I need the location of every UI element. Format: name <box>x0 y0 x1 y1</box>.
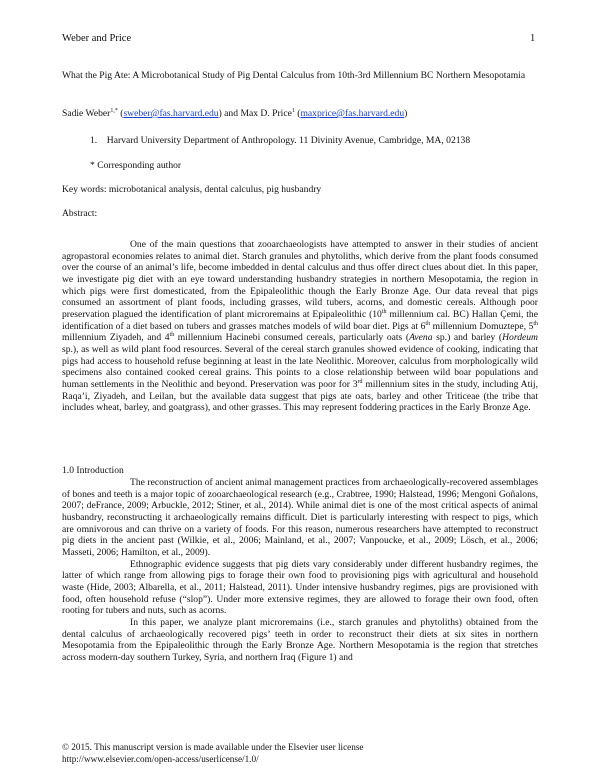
abstract-sup: rd <box>357 378 363 385</box>
abstract-run: millennium Ziyadeh, and 4 <box>62 332 170 344</box>
license-footer <box>62 742 364 765</box>
abstract-sup: th <box>169 332 175 339</box>
intro-paragraph-2: Ethnographic evidence suggests that pig diets vary considerably under different husbandry regimes, the latter of which range from allowing pigs to forage their own food to provisioning pigs with agricultural and household waste (Hide, 2003; Albarella, et al., 2011; Halstead, 2011). Under intensive husbandry regimes, pigs are provisioned with food, often household refuse (“slop”). Under more extensive regimes, they are allowed to forage their own food, often rooting for tubers and nuts, such as acorns. <box>62 558 538 617</box>
footer-copyright: © 2015. This manuscript version is made available under the Elsevier user license <box>62 742 364 752</box>
abstract-italic: Hordeum <box>502 332 538 344</box>
abstract-label: Abstract: <box>62 208 98 219</box>
author-2-name: Max D. Price <box>240 108 292 119</box>
affiliation: 1. Harvard University Department of Anthropology. 11 Divinity Avenue, Cambridge, MA, 02138 <box>90 135 471 146</box>
author-1-name: Sadie Weber <box>62 108 111 119</box>
introduction-text <box>62 477 538 664</box>
author-2-email-link[interactable]: maxprice@fas.harvard.edu <box>300 108 405 119</box>
abstract-run: millennium Domuztepe, 5 <box>430 320 534 332</box>
abstract-run: sp.) and barley ( <box>432 332 503 344</box>
author-and: and <box>224 108 239 119</box>
author-1-email-link[interactable]: sweber@fas.harvard.edu <box>123 108 219 119</box>
paper-title: What the Pig Ate: A Microbotanical Study of Pig Dental Calculus from 10th-3rd Millennium BC Northern Mesopotamia <box>62 70 526 81</box>
abstract-text <box>62 239 538 414</box>
author-2-sup: 1 <box>291 107 295 114</box>
abstract-sup: th <box>533 320 538 327</box>
abstract-run: millennium cal. BC) Hallan Çemi, the identification of a diet based on tubers and grasses matches models of wild boar diet. Pigs at 6 <box>62 308 538 332</box>
running-header: Weber and Price <box>62 33 132 44</box>
abstract-run: millennium Hacinebi consumed cereals, particularly oats ( <box>174 332 410 344</box>
intro-paragraph-1: The reconstruction of ancient animal management practices from archaeologically-recovered assemblages of bones and teeth is a major topic of zooarchaeological research (e.g., Crabtree, 1990; Halstead, 1996; Mengoni Goñalons, 2007; deFrance, 2009; Arbuckle, 2012; Stiner, et al., 2014). While animal diet is one of the most critical aspects of animal husbandry, reconstructing it archaeologically remains difficult. Diet is particularly interesting with respect to pigs, which are omnivorous and can thrive on a variety of foods. For this reason, numerous researchers have attempted to reconstruct pig diets in the ancient past (Wilkie, et al., 2006; Mainland, et al., 2007; Vanpoucke, et al., 2009; Lösch, et al., 2006; Masseti, 2006; Hamilton, et al., 2009). <box>62 477 538 558</box>
footer-license-url: http://www.elsevier.com/open-access/userlicense/1.0/ <box>62 753 259 764</box>
intro-paragraph-3: In this paper, we analyze plant microremains (i.e., starch granules and phytoliths) obtained from the dental calculus of archaeologically recovered pigs’ teeth in order to reconstruct their diets at six sites in northern Mesopotamia from the Epipaleolithic through the Early Bronze Age. Northern Mesopotamia is the region that stretches across modern-day southern Turkey, Syria, and northern Iraq (Figure 1) and <box>62 616 538 663</box>
abstract-sup: th <box>381 308 387 315</box>
abstract-run: millennium sites in the study, including Atij, Raqa’i, Ziyadeh, and Leilan, but the available data suggest that pigs ate oats, barley and other Triticeae (the tribe that includes wheat, barley, and goatgrass), and other grasses. This may represent foddering practices in the Early Bronze Age. <box>62 378 538 414</box>
corresponding-author-note: * Corresponding author <box>90 160 182 171</box>
abstract-sup: th <box>425 320 431 327</box>
page-number: 1 <box>530 33 536 44</box>
section-heading: 1.0 Introduction <box>62 465 124 476</box>
abstract-run: sp.), as well as wild plant food resources. Several of the cereal starch granules showed evidence of cooking, indicating that pigs had access to household refuse beginning at least in the late Neolithic. Moreover, calculus from morphologically wild specimens also contained cooked cereal grains. This points to a close relationship between wild boar populations and human settlements in the Neolithic and beyond. Preservation was poor for 3 <box>62 343 538 390</box>
author-1-sup: 1,* <box>110 107 118 114</box>
author-line: Sadie Weber$^{1,*}$ (sweber@fas.harvard.edu) and Max D. Price$^1$ (maxprice@fas.harvard.edu) <box>62 107 408 119</box>
abstract-italic: Avena <box>409 332 433 344</box>
keywords: Key words: microbotanical analysis, dental calculus, pig husbandry <box>62 184 322 195</box>
abstract-run: One of the main questions that zooarchaeologists have attempted to answer in their studies of ancient agropastoral economies relates to animal diet. Starch granules and phytoliths, which derive from the plant foods consumed over the course of an animal’s life, become imbedded in dental calculus and thus offer direct clues about diet. In this paper, we investigate pig diet with an eye toward understanding husbandry strategies in northern Mesopotamia, the region in which pigs were first domesticated, from the Epipaleolithic though the Early Bronze Age. Our data reveal that pigs consumed an assortment of plant foods, including grasses, wild tubers, acorns, and domestic cereals. Although poor preservation plagued the identification of plant microremains at Epipaleolithic (10 <box>62 239 538 320</box>
